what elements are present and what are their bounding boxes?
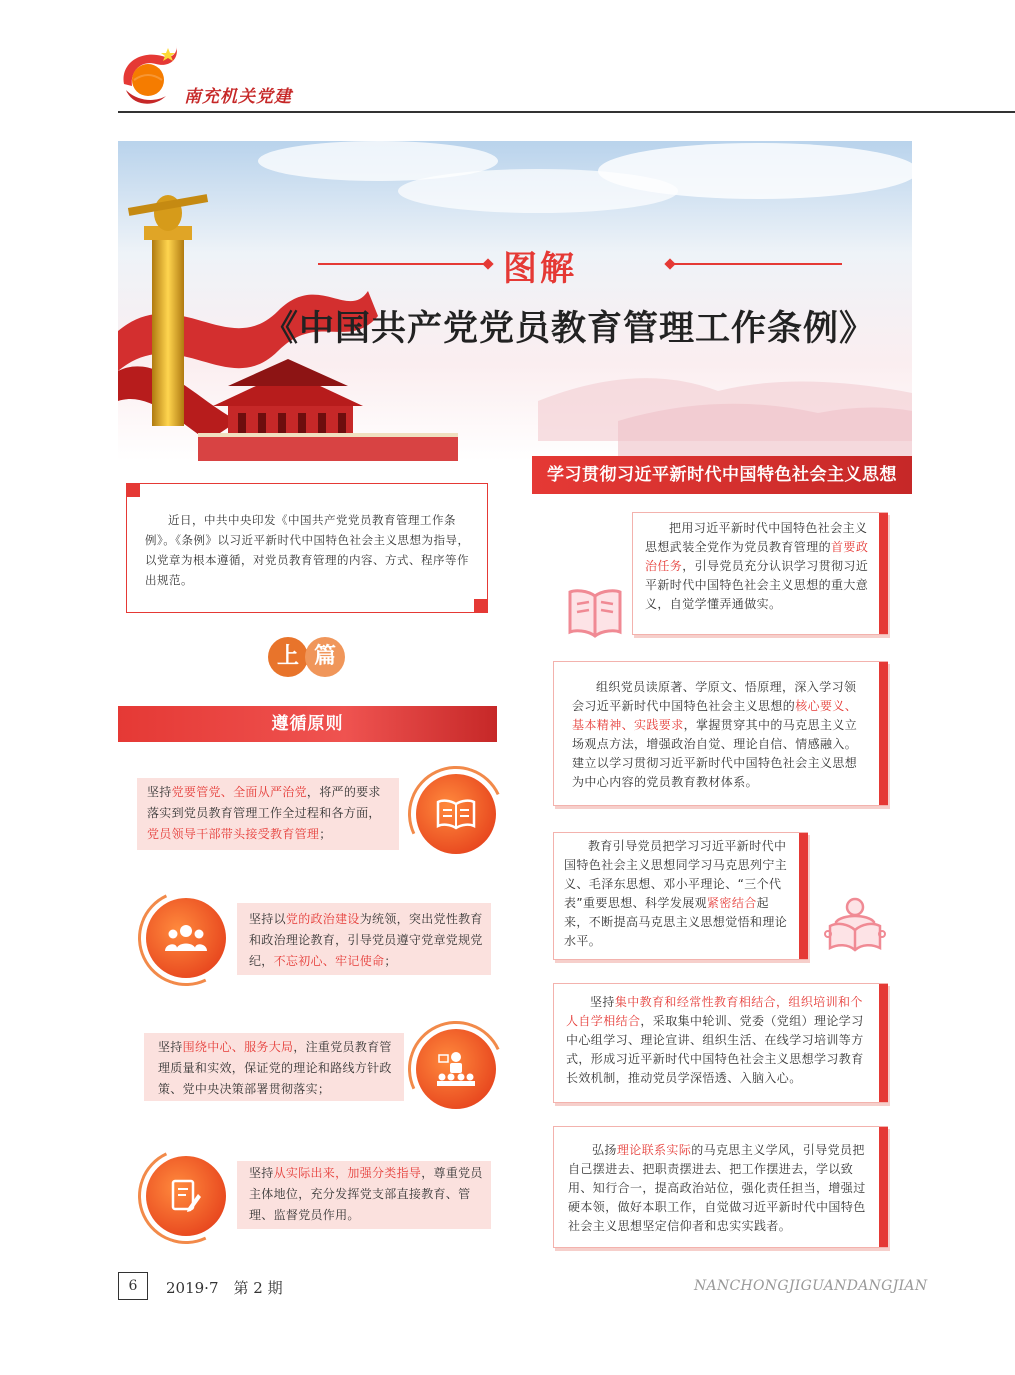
theory-text-part: 坚持	[590, 995, 615, 1009]
people-group-icon	[146, 898, 226, 978]
principle-highlight: 党要管党、全面从严治党	[171, 785, 307, 799]
principle-text: ，注重党员教育管理质量和实效，保证党的理论和路线方针政策、党中央决策部署贯彻落实；	[158, 1040, 392, 1096]
theory-text-part: ，采取集中轮训、党委（党组）理论学习中心组学习、理论宣讲、组织生活、在线学习培训等方式，形成习近平新时代中国特色社会主义思想学习教育长效机制，推动党员学深悟透、入脑入心。	[566, 1014, 864, 1085]
theory-text	[645, 519, 873, 614]
red-edge-strip	[799, 833, 808, 959]
theory-text-part: 组织党员读原著、学原文、悟原理，深入学习领会习近平新时代中国特色社会主义思想的	[572, 680, 857, 713]
intro-text: 近日，中共中央印发《中国共产党党员教育管理工作条例》。《条例》以习近平新时代中国特色社会主义思想为指导，以党章为根本遵循，对党员教育管理的内容、方式、程序等作出规范。	[145, 513, 470, 587]
theory-highlight: 理论联系实际	[616, 1143, 692, 1157]
principle-highlight: 从实际出来，加强分类指导	[273, 1166, 422, 1180]
theory-text	[572, 678, 867, 792]
principle-text: 坚持	[147, 785, 172, 799]
theory-item-1	[632, 512, 888, 635]
principle-highlight: 党的政治建设	[285, 912, 360, 926]
theory-text-part: 起来，不断提高马克思主义思想觉悟和理论水平。	[564, 896, 788, 948]
theory-item-3	[553, 832, 808, 960]
book-outline-icon	[567, 588, 623, 638]
reading-person-icon	[822, 896, 888, 952]
principle-item-2	[237, 903, 491, 975]
red-edge-strip	[879, 1127, 888, 1247]
principle-highlight: 不忘初心、牢记使命	[273, 954, 385, 968]
theory-item-5	[553, 1126, 888, 1248]
open-book-icon	[416, 774, 496, 854]
theory-text-part: ，引导党员充分认识学习贯彻习近平新时代中国特色社会主义思想的重大意义，自觉学懂弄通做实。	[645, 559, 869, 611]
intro-box	[126, 483, 488, 613]
lecture-audience-icon	[416, 1029, 496, 1109]
issue-info: 2019·7 第 2 期	[166, 1279, 283, 1297]
hero-banner	[118, 141, 912, 461]
header-divider	[118, 111, 1015, 113]
theme-bar: 学习贯彻习近平新时代中国特色社会主义思想	[532, 456, 912, 494]
red-edge-strip	[879, 662, 888, 805]
magazine-logo-icon	[118, 44, 180, 110]
principle-highlight: 党员领导干部带头接受教育管理	[147, 827, 320, 841]
theory-item-2	[553, 661, 888, 806]
theory-highlight: 紧密结合	[707, 896, 757, 910]
principle-text: 为统领，突出党性教育和政治理论教育，引导党员遵守党章党规党纪，	[249, 912, 483, 968]
red-edge-strip	[879, 513, 888, 634]
theory-text-part: 教育引导党员把学习习近平新时代中国特色社会主义思想同学习马克思列宁主义、毛泽东思想、邓小平理论、“三个代表”重要思想、科学发展观	[564, 839, 788, 910]
page-number: 6	[118, 1272, 148, 1300]
principle-highlight: 围绕中心、服务大局	[182, 1040, 294, 1054]
theory-highlight: 核心要义、基本精神、实践要求	[572, 699, 858, 732]
intro-corner-top-left	[126, 483, 140, 497]
principle-text: ；	[319, 827, 332, 841]
theory-text	[566, 993, 867, 1088]
theory-text	[568, 1141, 867, 1236]
principle-item-1	[137, 778, 399, 850]
theory-item-4	[553, 983, 888, 1103]
principle-item-3	[144, 1033, 404, 1101]
principles-bar: 遵循原则	[118, 706, 497, 742]
theory-text-part: ，掌握贯穿其中的马克思主义立场观点方法，增强政治自觉、理论自信、情感融入。建立以学习贯彻习近平新时代中国特色社会主义思想为中心内容的党员教育教材体系。	[572, 718, 858, 789]
document-edit-icon	[146, 1156, 226, 1236]
section-badge-part: 篇	[305, 637, 345, 677]
theory-highlight: 首要政治任务	[645, 540, 869, 573]
theory-text-part: 弘扬	[592, 1143, 617, 1157]
principle-text: 坚持	[249, 1166, 274, 1180]
principle-text: ，尊重党员主体地位，充分发挥党支部直接教育、管理、监督党员作用。	[249, 1166, 483, 1222]
principle-text: 坚持	[158, 1040, 183, 1054]
red-edge-strip	[879, 984, 888, 1102]
theory-text	[564, 837, 793, 951]
theory-highlight: 集中教育和经常性教育相结合，组织培训和个人自学相结合	[566, 995, 863, 1028]
principle-item-4	[237, 1161, 491, 1229]
banner-title: 图解	[503, 249, 577, 289]
principle-text: 坚持以	[249, 912, 286, 926]
theory-text-part: 的马克思主义学风，引导党员把自己摆进去、把职责摆进去、把工作摆进去，学以致用、知行合一，提高政治站位，强化责任担当，增强过硬本领，做好本职工作，自觉做习近平新时代中国特色社会主义思想坚定信仰者和忠实实践者。	[568, 1143, 866, 1233]
magazine-name-english: NANCHONGJIGUANDANGJIAN	[694, 1278, 928, 1294]
intro-corner-bottom-right	[474, 599, 488, 613]
section-badge-upper: 上	[268, 637, 308, 677]
theory-text-part: 把用习近平新时代中国特色社会主义思想武装全党作为党员教育管理的	[645, 521, 868, 554]
magazine-title: 南充机关党建	[184, 87, 292, 107]
principle-text: ；	[384, 954, 397, 968]
principle-text: ，将严的要求落实到党员教育管理工作全过程和各方面，	[147, 785, 381, 820]
banner-subtitle: 《中国共产党党员教育管理工作条例》	[263, 309, 876, 349]
